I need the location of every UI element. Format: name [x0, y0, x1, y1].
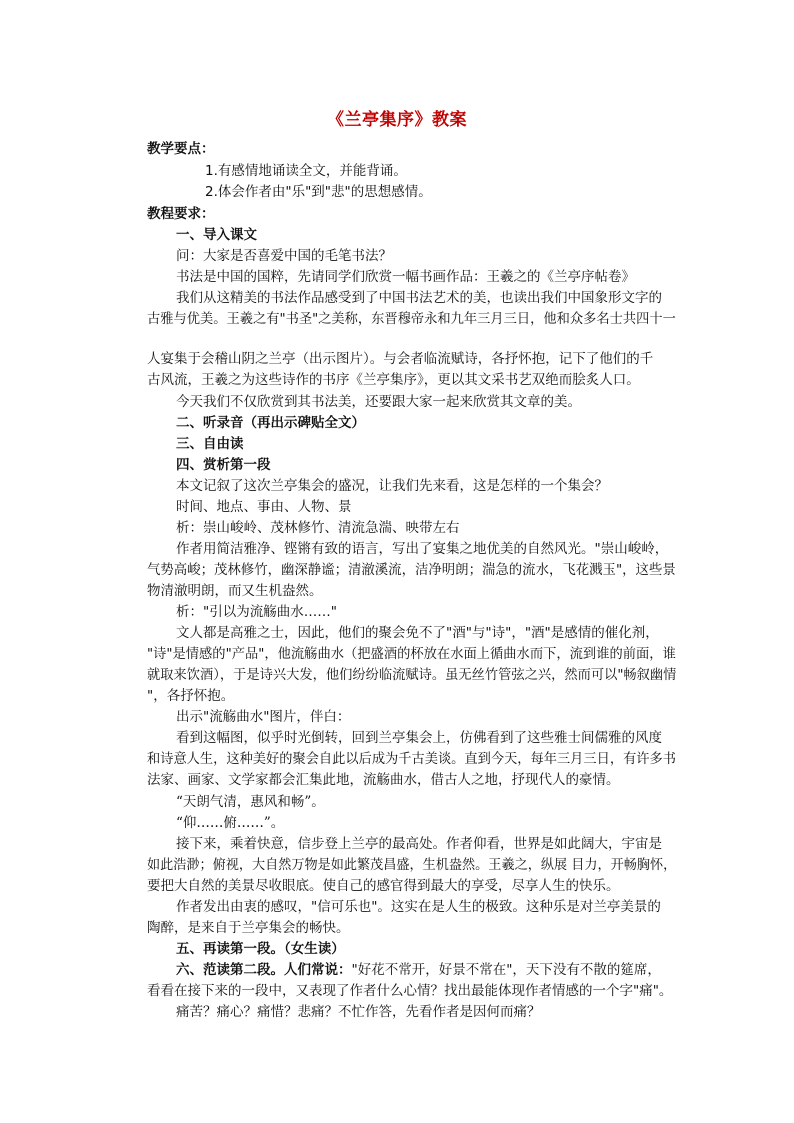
- paragraph-line: 陶醉，是来自于兰亭集会的畅快。: [147, 920, 350, 936]
- section-heading-requirements: 教程要求：: [147, 206, 215, 222]
- paragraph-line: 法家、画家、文学家都会汇集此地，流觞曲水，借古人之地，抒现代人的豪情。: [147, 772, 620, 788]
- paragraph-line: 古风流，王羲之为这些诗作的书序《兰亭集序》，更以其文采书艺双绝而脍炙人口。: [147, 372, 640, 388]
- section-heading-key-points: 教学要点：: [147, 141, 215, 157]
- paragraph-line: 要把大自然的美景尽收眼底。使自己的感官得到最大的享受，尽享人生的快乐。: [147, 878, 620, 894]
- paragraph-line: 古雅与优美。王羲之有"书圣"之美称，东晋穆帝永和九年三月三日，他和众多名士共四十一: [147, 311, 676, 327]
- paragraph-line: 我们从这精美的书法作品感受到了中国书法艺术的美，也读出我们中国象形文字的: [176, 290, 662, 306]
- paragraph-line: 析：崇山峻岭、茂林修竹、清流急湍、映带左右: [176, 520, 460, 536]
- paragraph-text: "好花不常开，好景不常在"，天下没有不散的筵席，: [351, 962, 661, 978]
- paragraph-line: "诗"是情感的"产品"，他流觞曲水（把盛酒的杯放在水面上循曲水而下，流到谁的前面，谁: [147, 646, 676, 662]
- paragraph-line: 本文记叙了这次兰亭集会的盛况，让我们先来看，这是怎样的一个集会？: [176, 478, 608, 494]
- paragraph-line: 析："引以为流觞曲水……": [176, 604, 337, 620]
- section-heading-6: 六、范读第二段。人们常说：: [176, 962, 352, 978]
- paragraph-line: 书法是中国的国粹，先请同学们欣赏一幅书画作品：王羲之的《兰亭序帖卷》: [176, 269, 635, 285]
- paragraph-line: 物清澈明朗，而又生机盎然。: [147, 583, 323, 599]
- paragraph-line: 人宴集于会稽山阴之兰亭（出示图片）。与会者临流赋诗，各抒怀抱，记下了他们的千: [147, 351, 654, 367]
- paragraph-line: 问：大家是否喜爱中国的毛笔书法？: [176, 248, 392, 264]
- paragraph-line: 1.有感情地诵读全文，并能背诵。: [205, 163, 407, 179]
- paragraph-line: 就取来饮酒），于是诗兴大发，他们纷纷临流赋诗。虽无丝竹管弦之兴，然而可以"畅叙幽情: [147, 667, 677, 683]
- paragraph-line: 作者发出由衷的感叹，"信可乐也"。这实在是人生的极致。这种乐是对兰亭美景的: [176, 899, 661, 915]
- paragraph-line: 2.体会作者由"乐"到"悲"的思想感情。: [205, 184, 432, 200]
- paragraph-line: 接下来，乘着快意，信步登上兰亭的最高处。作者仰看，世界是如此阔大，宇宙是: [176, 836, 662, 852]
- paragraph-line: [176, 959, 661, 981]
- quote-line: “天朗气清，惠风和畅”。: [176, 794, 325, 810]
- paragraph-line: 看看在接下来的一段中，又表现了作者什么心情？找出最能体现作者情感的一个字"痛"。: [147, 983, 673, 999]
- paragraph-line: 气势高峻；茂林修竹，幽深静谧；清澈溪流，洁净明朗；湍急的流水，飞花溅玉"，这些景: [147, 562, 676, 578]
- paragraph-line: 和诗意人生，这种美好的聚会自此以后成为千古美谈。直到今天，每年三月三日，有许多书: [147, 751, 676, 767]
- section-heading-4: 四、赏析第一段: [176, 457, 271, 473]
- section-heading-1: 一、导入课文: [176, 227, 257, 243]
- section-heading-3: 三、自由读: [176, 436, 244, 452]
- paragraph-line: 时间、地点、事由、人物、景: [176, 499, 352, 515]
- paragraph-line: 作者用简洁雅净、铿锵有致的语言，写出了宴集之地优美的自然风光。"崇山峻岭，: [176, 541, 669, 557]
- paragraph-line: 痛苦？痛心？痛惜？悲痛？不忙作答，先看作者是因何而痛？: [176, 1004, 541, 1020]
- paragraph-line: 如此浩渺；俯视，大自然万物是如此繁茂昌盛，生机盎然。王羲之，纵展 目力，开畅胸怀，: [147, 857, 677, 873]
- paragraph-line: "，各抒怀抱。: [147, 688, 235, 704]
- paragraph-line: 文人都是高雅之士，因此，他们的聚会免不了"酒"与"诗"，"酒"是感情的催化剂，: [176, 625, 659, 641]
- quote-line: “仰……俯……”。: [176, 815, 285, 831]
- paragraph-line: 出示"流觞曲水"图片，伴白：: [176, 709, 351, 725]
- section-heading-2: 二、听录音（再出示碑贴全文）: [176, 415, 365, 431]
- section-heading-5: 五、再读第一段。（女生读）: [176, 941, 345, 957]
- document-title: 《兰亭集序》教案: [327, 110, 467, 130]
- paragraph-line: 看到这幅图，似乎时光倒转，回到兰亭集会上，仿佛看到了这些雅士间儒雅的风度: [176, 730, 662, 746]
- paragraph-line: 今天我们不仅欣赏到其书法美，还要跟大家一起来欣赏其文章的美。: [176, 394, 581, 410]
